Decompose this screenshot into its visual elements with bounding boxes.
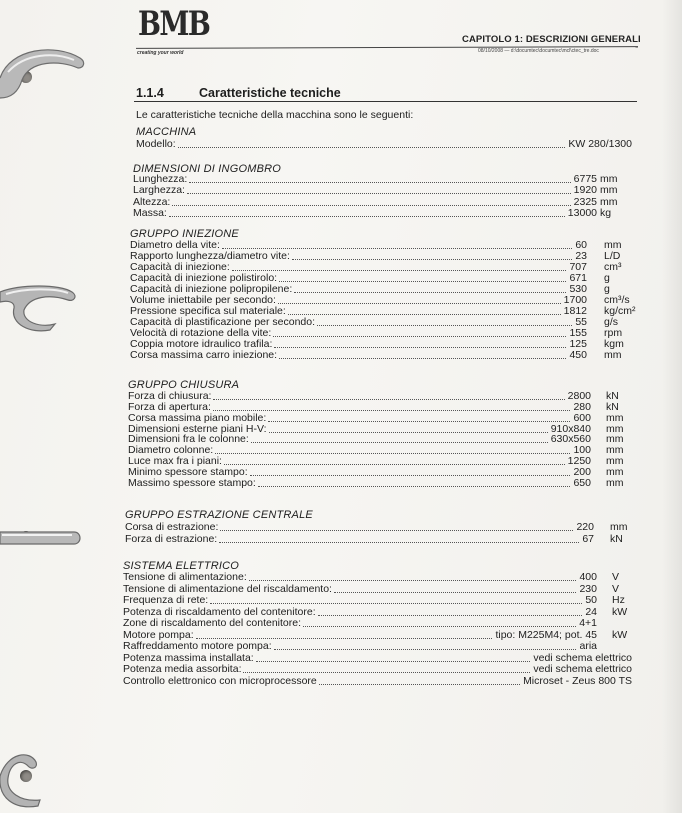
leader-dots: [268, 421, 570, 422]
group-title: MACCHINA: [136, 126, 197, 138]
spec-label: Forza di chiusura:: [128, 390, 212, 402]
leader-dots: [292, 259, 572, 260]
leader-dots: [187, 193, 571, 194]
spec-unit: cm³/s: [604, 293, 630, 306]
spec-value: 4+1: [579, 617, 597, 629]
spec-label: Capacità di plastificazione per secondo:: [130, 315, 316, 328]
leader-dots: [256, 661, 531, 662]
spec-unit: mm: [606, 411, 624, 424]
spec-row: [123, 584, 680, 595]
leader-dots: [273, 336, 566, 337]
spec-label: Rapporto lunghezza/diametro vite:: [130, 249, 290, 262]
leader-dots: [334, 592, 577, 593]
spec-value: 280: [573, 400, 591, 413]
spec-row: [123, 618, 680, 629]
group-title: GRUPPO INIEZIONE: [130, 228, 239, 240]
spec-row: [130, 350, 680, 361]
spec-unit: mm: [606, 455, 624, 468]
spec-row: [130, 317, 680, 328]
leader-dots: [274, 649, 577, 650]
spec-unit: mm: [606, 476, 624, 489]
spec-value: 230: [579, 582, 597, 595]
spec-row: [123, 653, 680, 664]
spec-value: 55: [575, 315, 587, 328]
leader-dots: [224, 464, 565, 465]
spec-unit: kg/cm²: [604, 304, 636, 317]
spec-value: aria: [579, 640, 597, 652]
file-reference: 08/10/2008 — d:\documtec\documtec\mcl\ctec_tre.doc: [478, 48, 599, 54]
spec-row: [125, 522, 680, 533]
leader-dots: [222, 248, 572, 249]
spec-value: 24: [585, 605, 597, 618]
spec-unit: kW: [612, 628, 628, 641]
leader-dots: [172, 205, 570, 206]
spec-row: [133, 208, 680, 219]
leader-dots: [213, 410, 571, 411]
spec-label: Larghezza:: [133, 184, 185, 197]
spec-value: 220: [576, 521, 594, 533]
leader-dots: [215, 453, 570, 454]
spec-unit: V: [612, 571, 620, 583]
leader-dots: [232, 270, 567, 271]
spec-value: 6775: [573, 173, 597, 185]
spec-unit: mm: [600, 184, 618, 197]
spec-unit: kgm: [604, 337, 624, 350]
spec-value: vedi schema elettrico: [533, 663, 632, 675]
spec-row: [130, 339, 680, 350]
spec-label: Forza di estrazione:: [125, 532, 218, 545]
spec-label: Potenza massima installata:: [123, 651, 254, 664]
spec-row: [123, 572, 680, 583]
logo-tagline: creating your world: [137, 50, 184, 56]
spec-label: Forza di apertura:: [128, 400, 211, 413]
spec-label: Luce max fra i piani:: [128, 455, 222, 468]
spec-value: 100: [573, 444, 591, 457]
spec-value: 1920: [573, 184, 597, 197]
spec-label: Potenza di riscaldamento del contenitore:: [123, 605, 316, 618]
spec-value: 600: [573, 411, 591, 424]
leader-dots: [249, 580, 577, 581]
spec-unit: mm: [606, 465, 624, 478]
spec-label: Modello:: [136, 138, 176, 150]
spec-unit: mm: [600, 195, 618, 208]
spec-value: 400: [579, 571, 597, 583]
spec-unit: V: [612, 582, 620, 595]
leader-dots: [219, 542, 579, 543]
spec-label: Dimensioni esterne piani H-V:: [128, 422, 267, 435]
spec-value: 650: [573, 476, 591, 489]
spec-row: [123, 607, 680, 618]
spec-row: [128, 478, 680, 489]
spec-unit: mm: [606, 422, 624, 435]
spec-label: Capacità di iniezione:: [130, 260, 230, 273]
spec-unit: rpm: [604, 326, 623, 339]
spec-value: 50: [585, 594, 597, 606]
spec-row: [130, 328, 680, 339]
spec-unit: kg: [600, 206, 612, 219]
intro-text: Le caratteristiche tecniche della macchina sono le seguenti:: [136, 109, 414, 121]
spec-unit: kN: [610, 532, 623, 545]
spec-value: vedi schema elettrico: [533, 651, 632, 664]
leader-dots: [274, 347, 566, 348]
spec-row: [123, 630, 680, 641]
spec-label: Controllo elettronico con microprocessore: [123, 674, 317, 687]
spec-row: [123, 664, 680, 675]
spec-value: 707: [569, 260, 587, 273]
spec-unit: g: [604, 282, 610, 295]
leader-dots: [288, 314, 561, 315]
spec-label: Potenza media assorbita:: [123, 663, 242, 675]
spec-unit: g/s: [604, 315, 619, 328]
spec-value: 2325: [573, 195, 597, 208]
spec-value: 60: [575, 239, 587, 251]
leader-dots: [319, 684, 520, 685]
leader-dots: [269, 432, 548, 433]
leader-dots: [294, 292, 566, 293]
spec-value: tipo: M225M4; pot. 45: [495, 628, 597, 641]
spec-label: Massa:: [133, 206, 167, 219]
leader-dots: [279, 358, 566, 359]
spec-value: 630x560: [550, 433, 591, 446]
spec-label: Diametro della vite:: [130, 239, 220, 251]
spec-value: 671: [569, 271, 587, 284]
spec-label: Corsa massima piano mobile:: [128, 411, 267, 424]
spec-unit: L/D: [604, 249, 621, 262]
spec-label: Massimo spessore stampo:: [128, 476, 256, 489]
spec-row: [125, 534, 680, 545]
spec-label: Corsa massima carro iniezione:: [130, 348, 278, 361]
leader-dots: [317, 325, 572, 326]
spec-value: 1700: [563, 293, 587, 306]
spec-unit: mm: [604, 348, 622, 361]
spec-value: 530: [569, 282, 587, 295]
spec-unit: kN: [606, 400, 619, 413]
spec-label: Motore pompa:: [123, 628, 194, 641]
spec-row: [133, 185, 680, 196]
spec-value: 23: [575, 249, 587, 262]
spec-row: [123, 595, 680, 606]
leader-dots: [196, 638, 493, 639]
leader-dots: [178, 147, 566, 148]
leader-dots: [250, 475, 571, 476]
leader-dots: [210, 603, 582, 604]
spec-label: Altezza:: [133, 195, 171, 208]
spec-label: Corsa di estrazione:: [125, 521, 219, 533]
spec-value: 1812: [563, 304, 587, 317]
spec-unit: mm: [604, 239, 622, 251]
company-logo: BMB: [138, 4, 210, 44]
spec-unit: mm: [606, 444, 624, 457]
spec-label: Dimensioni fra le colonne:: [128, 433, 249, 446]
leader-dots: [278, 303, 561, 304]
spec-unit: mm: [606, 433, 624, 446]
spec-row: [136, 139, 680, 150]
leader-dots: [251, 442, 548, 443]
spec-value: 450: [569, 348, 587, 361]
section-number: 1.1.4: [136, 86, 164, 100]
spec-unit: mm: [610, 521, 628, 533]
spec-label: Volume iniettabile per secondo:: [130, 293, 276, 306]
spec-value: 13000: [567, 206, 597, 219]
spec-label: Zone di riscaldamento del contenitore:: [123, 617, 302, 629]
spec-unit: mm: [600, 173, 618, 185]
chapter-title: CAPITOLO 1: DESCRIZIONI GENERALI: [462, 34, 641, 45]
group-title: GRUPPO CHIUSURA: [128, 379, 240, 391]
leader-dots: [258, 486, 571, 487]
spec-label: Tensione di alimentazione del riscaldamento:: [123, 582, 332, 595]
spec-value: Microset - Zeus 800 TS: [523, 674, 632, 687]
spec-unit: Hz: [612, 594, 625, 606]
spec-row: [123, 641, 680, 652]
leader-dots: [243, 672, 530, 673]
spec-label: Diametro colonne:: [128, 444, 214, 457]
spec-label: Velocità di rotazione della vite:: [130, 326, 272, 339]
leader-dots: [169, 216, 565, 217]
spec-value: 125: [569, 337, 587, 350]
spec-label: Frequenza di rete:: [123, 594, 209, 606]
spec-label: Capacità di iniezione polipropilene:: [130, 282, 293, 295]
spec-row: [133, 197, 680, 208]
spec-value: 2800: [567, 390, 591, 402]
spec-value: 200: [573, 465, 591, 478]
section-title: Caratteristiche tecniche: [199, 86, 341, 100]
leader-dots: [303, 626, 576, 627]
spec-value: KW 280/1300: [568, 138, 632, 150]
leader-dots: [189, 182, 570, 183]
leader-dots: [220, 530, 573, 531]
spec-unit: cm³: [604, 260, 622, 273]
group-title: SISTEMA ELETTRICO: [123, 560, 240, 572]
group-title: DIMENSIONI DI INGOMBRO: [133, 163, 282, 175]
leader-dots: [318, 615, 583, 616]
spec-unit: kN: [606, 390, 619, 402]
spec-label: Raffreddamento motore pompa:: [123, 640, 272, 652]
spec-value: 910x840: [550, 422, 591, 435]
spec-label: Capacità di iniezione polistirolo:: [130, 271, 278, 284]
spec-row: [123, 676, 680, 687]
spec-label: Minimo spessore stampo:: [128, 465, 248, 478]
leader-dots: [279, 281, 566, 282]
spec-value: 67: [582, 532, 594, 545]
spec-unit: kW: [612, 605, 628, 618]
spec-label: Coppia motore idraulico trafila:: [130, 337, 273, 350]
spec-value: 155: [569, 326, 587, 339]
spec-label: Lunghezza:: [133, 173, 188, 185]
spec-unit: g: [604, 271, 610, 284]
leader-dots: [213, 399, 564, 400]
group-title: GRUPPO ESTRAZIONE CENTRALE: [125, 509, 313, 521]
spec-label: Pressione specifica sul materiale:: [130, 304, 286, 317]
spec-label: Tensione di alimentazione:: [123, 571, 247, 583]
spec-row: [133, 174, 680, 185]
spec-value: 1250: [567, 455, 591, 468]
